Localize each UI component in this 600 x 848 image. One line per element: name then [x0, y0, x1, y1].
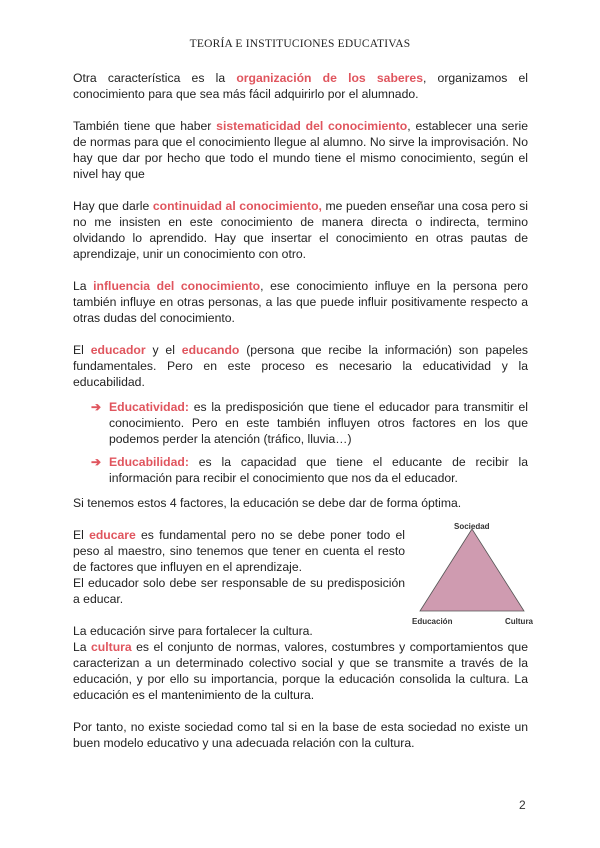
- highlight-term: cultura: [91, 640, 132, 654]
- highlight-term: influencia del conocimiento: [93, 279, 261, 293]
- text: , establecer una serie de normas para que el conocimiento llegue al alumno. No sirve la improvisación. No hay que dar por hecho que todo el mundo tiene el mismo conocimiento, según el nivel hay que: [73, 119, 529, 181]
- text: me pueden enseñar una cosa pero si no me insisten en este conocimiento de manera directa o indirecta, termino olvidando lo aprendido. Hay que insertar el conocimiento en otras pautas de aprendizaje, unir un conocimiento con otro.: [73, 199, 528, 261]
- text: es fundamental pero no se debe poner todo el peso al maestro, sino tenemos que tener en cuenta el resto de factores que influyen en el aprendizaje.: [73, 528, 405, 574]
- paragraph-fortalecer: La educación sirve para fortalecer la cultura.: [73, 624, 313, 638]
- highlight-term: Educabilidad:: [109, 455, 189, 469]
- educare-section: [73, 522, 533, 626]
- arrow-icon: ➔: [91, 455, 102, 469]
- text: (persona que recibe la información) son papeles fundamentales. Pero en este proceso es necesario la educatividad y la educabilidad.: [73, 343, 528, 389]
- text: La: [73, 640, 92, 654]
- paragraph-educare: [73, 527, 405, 575]
- text: , organizamos el conocimiento para que sea más fácil adquirirlo por el alumnado.: [73, 71, 529, 101]
- paragraph-educador-educando: [73, 342, 528, 390]
- highlight-term: educador: [90, 343, 146, 357]
- text: , ese conocimiento influye en la persona pero también influye en otras personas, a las que puede influir positivamente respecto a otras dudas del conocimiento.: [73, 279, 528, 325]
- highlight-term: sistematicidad del conocimiento: [216, 119, 408, 133]
- paragraph-influencia: [73, 278, 528, 326]
- highlight-term: Educatividad:: [109, 400, 189, 414]
- label-cultura: Cultura: [505, 617, 533, 626]
- highlight-term: educare: [89, 528, 136, 542]
- document-body: [73, 70, 533, 751]
- triangle-diagram: [412, 519, 532, 629]
- paragraph-factores: Si tenemos estos 4 factores, la educación se debe dar de forma óptima.: [73, 496, 462, 510]
- paragraph-predisposicion: El educador solo debe ser responsable de su predisposición a educar.: [73, 576, 405, 606]
- text: Otra característica es la: [73, 71, 237, 85]
- paragraph-continuidad: [73, 198, 528, 262]
- triangle-svg: [412, 519, 532, 629]
- label-sociedad: Sociedad: [454, 522, 490, 531]
- paragraph-conclusion: Por tanto, no existe sociedad como tal si en la base de esta sociedad no existe un buen modelo educativo y una adecuada relación con la cultura.: [73, 720, 528, 750]
- page-header: TEORÍA E INSTITUCIONES EDUCATIVAS: [189, 38, 411, 50]
- text: es la predisposición que tiene el educador para transmitir el conocimiento. Pero en este también influyen otros factores en los que podemos perder la atención (tráfico, lluvia…): [109, 400, 528, 446]
- text: es la capacidad que tiene el educante de recibir la información para recibir el conocimiento que nos da el educador.: [109, 455, 528, 485]
- arrow-icon: ➔: [91, 400, 102, 414]
- label-educacion: Educación: [412, 617, 453, 626]
- bullet-educatividad: [73, 399, 528, 447]
- text: es el conjunto de normas, valores, costumbres y comportamientos que caracterizan a un determinado colectivo social y que se transmite a través de la educación, y por ello su importancia, porque la educación consolida la cultura. La educación es el mantenimiento de la cultura.: [73, 640, 528, 702]
- paragraph-organizacion: [73, 70, 528, 102]
- paragraph-sistematicidad: [73, 118, 528, 182]
- highlight-term: educando: [181, 343, 240, 357]
- highlight-term: organización de los saberes: [236, 71, 423, 85]
- paragraph-cultura: [73, 639, 528, 703]
- highlight-term: continuidad al conocimiento,: [152, 199, 322, 213]
- text: La: [73, 279, 94, 293]
- text: y el: [145, 343, 182, 357]
- bullet-educabilidad: [73, 454, 528, 486]
- text: También tiene que haber: [73, 119, 217, 133]
- text: El: [73, 528, 90, 542]
- page-number: 2: [519, 798, 526, 812]
- triangle-shape: [420, 529, 524, 611]
- text: Hay que darle: [73, 199, 153, 213]
- text: El: [73, 343, 91, 357]
